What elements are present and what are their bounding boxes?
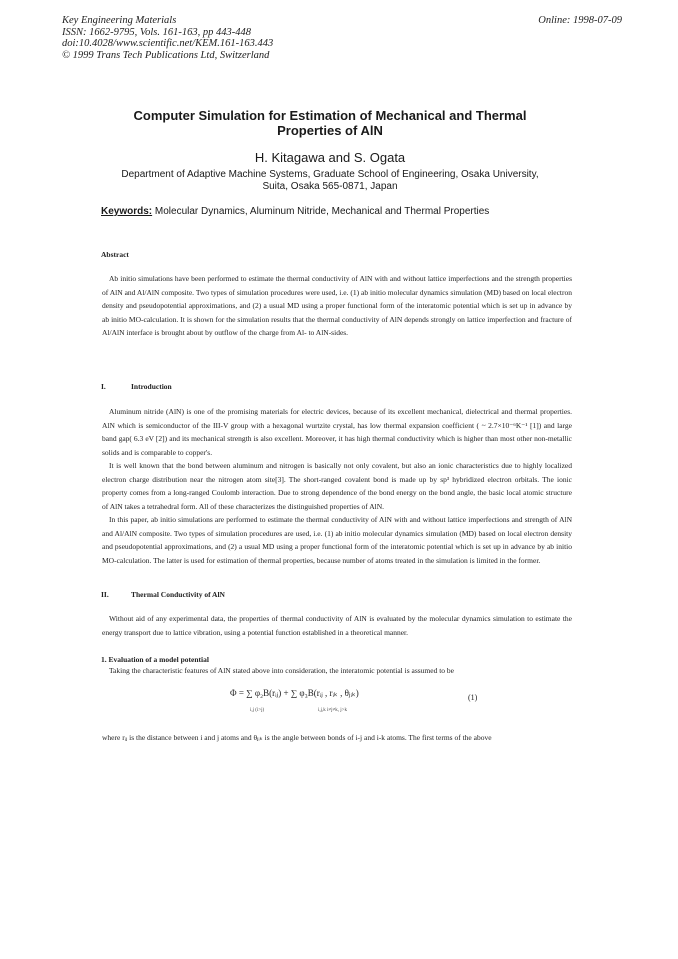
section-2-body	[102, 612, 572, 639]
subsection-1-body	[102, 664, 572, 678]
section-1-number: I.	[101, 382, 106, 391]
affiliation	[95, 169, 565, 193]
equation-1: Φ = ∑ φ₂B(rᵢⱼ) + ∑ φ₃B(rᵢⱼ , rᵢₖ , θⱼᵢₖ)	[230, 688, 359, 698]
section-1-title: Introduction	[131, 382, 172, 391]
section-2-heading	[101, 590, 225, 599]
affiliation-line-2: Suita, Osaka 565-0871, Japan	[262, 181, 398, 192]
paper-title	[100, 108, 560, 138]
keywords-text: Molecular Dynamics, Aluminum Nitride, Mechanical and Thermal Properties	[154, 206, 490, 217]
where-clause: where rᵢⱼ is the distance between i and j atoms and θⱼᵢₖ is the angle between bonds of i-j and i-k atoms. The first terms of the above	[102, 733, 492, 742]
intro-paragraph-1: Aluminum nitride (AlN) is one of the promising materials for electric devices, because of its excellent mechanical, dielectrical and thermal properties. AlN which is semiconductor of the III-V group with a hexagonal wurtzite crystal, has low thermal expansion coefficient ( ~ 2.7×10⁻⁶K⁻¹ [1]) and large band gap( 6.3 eV [2]) and its mechanical strength is also excellent. Moreover, it has high thermal conductivity which is higher than most other non-metallic solids and is comparable to copper's.	[102, 407, 572, 457]
abstract-heading: Abstract	[101, 250, 129, 259]
subsection-1-heading: 1. Evaluation of a model potential	[101, 655, 209, 664]
equation-number: (1)	[468, 693, 478, 702]
section-1-heading	[101, 382, 172, 391]
abstract-text	[102, 272, 572, 340]
after-equation-text	[102, 731, 572, 745]
affiliation-line-1: Department of Adaptive Machine Systems, Graduate School of Engineering, Osaka University,	[121, 169, 539, 180]
keywords	[101, 206, 489, 217]
doi-line: doi:10.4028/www.scientific.net/KEM.161-163.443	[62, 38, 274, 49]
online-date: Online: 1998-07-09	[538, 15, 622, 26]
issn-line: ISSN: 1662-9795, Vols. 161-163, pp 443-448	[62, 26, 251, 38]
equation-sum-index-right: i,j,k i≠j≠k, j>k	[318, 708, 348, 713]
section-2-number: II.	[101, 590, 109, 599]
journal-name: Key Engineering Materials	[62, 15, 177, 26]
journal-header	[62, 15, 273, 61]
intro-paragraph-3: In this paper, ab initio simulations are performed to estimate the thermal conductivity of AlN with and without lattice imperfections and strength of AlN and Al/AlN composite. Two types of simulation procedures are used, i.e. (1) ab initio molecular dynamics simulation (MD) based on local electron density and pseudopotential approximations, and (2) a usual MD using a proper functional form of the interatomic potential which is set up in advance by ab initio MO-calculation. The latter is used for estimation of thermal properties, because number of atoms treated in the simulation is limited in the former.	[102, 515, 572, 565]
section-2-paragraph: Without aid of any experimental data, the properties of thermal conductivity of AlN is evaluated by the molecular dynamics simulation to estimate the energy transport due to lattice vibration, using a potential function established in a theoretical manner.	[102, 614, 572, 637]
title-line-2: Properties of AlN	[277, 123, 383, 138]
equation-sum-index-left: i,j (i>j)	[250, 708, 265, 713]
subsection-1-text: Taking the characteristic features of AlN stated above into consideration, the interatomic potential is assumed to be	[109, 666, 454, 675]
abstract-paragraph: Ab initio simulations have been performed to estimate the thermal conductivity of AlN with and without lattice imperfections and the strength properties of AlN and Al/AlN composite. Two types of simulation procedures were used, i.e. (1) ab initio molecular dynamics simulation (MD) based on local electron density and pseudopotential approximations, and (2) a usual MD using a proper functional form of the interatomic potential which is set up in advance by ab initio MO-calculation. It is shown for the simulation results that the thermal conductivity of AlN depends strongly on lattice imperfection and fracture of Al/AlN interface is brought about by outflow of the charge from Al- to AlN-sides.	[102, 274, 572, 337]
section-1-body	[102, 405, 572, 567]
authors: H. Kitagawa and S. Ogata	[254, 150, 406, 165]
section-2-title: Thermal Conductivity of AlN	[131, 590, 225, 599]
copyright-line: © 1999 Trans Tech Publications Ltd, Switzerland	[62, 49, 270, 61]
intro-paragraph-2: It is well known that the bond between aluminum and nitrogen is basically not only covalent, but also an ionic characteristics due to highly localized electron charge distribution near the nitrogen atom site[3]. The short-ranged covalent bond is made up by sp³ hybridized electron orbitals. The ionic property comes from a long-ranged Coulomb interaction. Due to strong dependence of the bond energy on the bond angle, the basic local atomic structure of AlN takes a tetrahedral form. All of these characterizes the distinguished properties of AlN.	[102, 461, 572, 511]
title-line-1: Computer Simulation for Estimation of Mechanical and Thermal	[133, 108, 527, 123]
keywords-label: Keywords:	[101, 206, 153, 217]
